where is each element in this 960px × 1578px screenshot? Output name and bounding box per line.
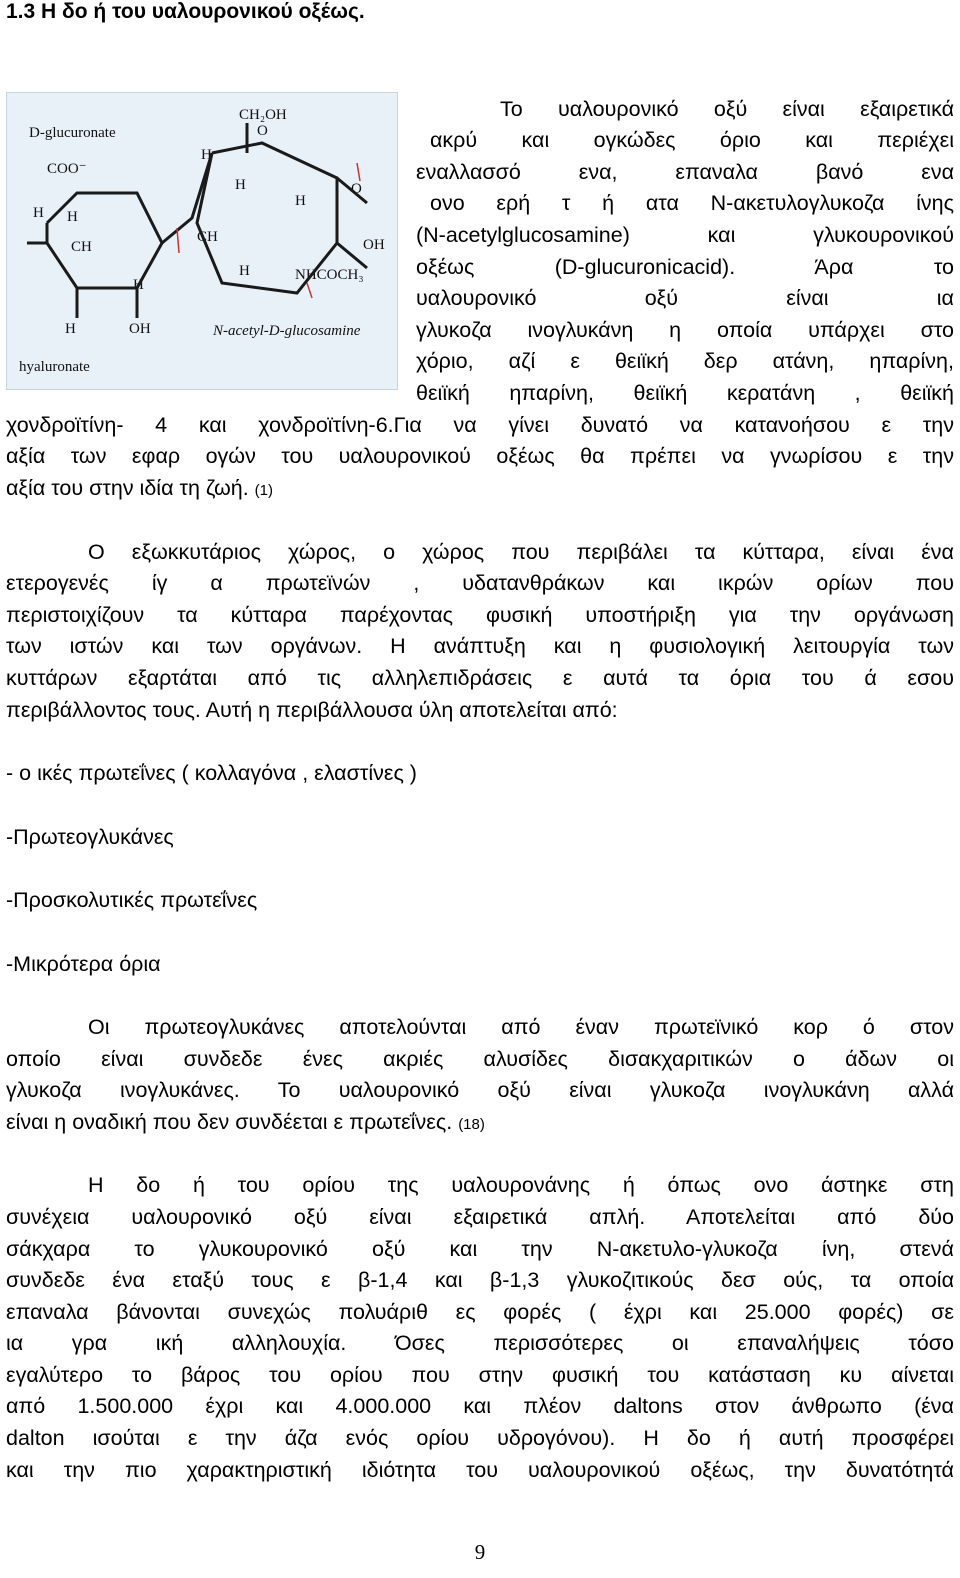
text-line: οξέως (D-glucuronicacid). Άρα το (416, 255, 954, 279)
text-line: ονο ερή τ ή ατα Ν-ακετυλογλυκοζα ίνης (430, 191, 954, 215)
section-heading: 1.3 Η δο ή του υαλουρονικού οξέως. (6, 0, 365, 23)
label-hyaluronate: hyaluronate (19, 359, 90, 375)
glucuronate-ring (47, 193, 162, 288)
page-number: 9 (474, 1540, 486, 1564)
text-line: ετερογενές ίγ α πρωτεϊνών , υδατανθράκων και ικρών ορίων που (6, 571, 954, 595)
text-line: Ο εξωκκυτάριος χώρος, ο χώρος που περιβάλει τα κύτταρα, είναι ένα (88, 540, 954, 564)
text-line: υαλουρονικό οξύ είναι ια (416, 286, 954, 310)
marker-2 (307, 283, 312, 298)
text-line: (N-acetylglucosamine) και γλυκουρονικού (416, 223, 954, 247)
label-h-7: H (295, 193, 306, 209)
marker-3 (357, 163, 360, 181)
citation: (1) (254, 482, 273, 499)
text-span: αξία του στην ιδία τη ζωή. (6, 476, 249, 500)
text-line-last: περιβάλλοντος τους. Αυτή η περιβάλλουσα ύλη αποτελείται από: (6, 698, 618, 722)
list-item: -Μικρότερα όρια (6, 952, 161, 976)
text-line: Οι πρωτεογλυκάνες αποτελούνται από έναν πρωτεϊνικό κορ ό στον (88, 1015, 954, 1039)
text-line: συνδεδε ένα εταξύ τους ε β-1,4 και β-1,3 γλυκοζιτικούς δεσ ούς, τα οποία (6, 1268, 954, 1292)
text-line: περιστοιχίζουν τα κύτταρα παρέχοντας φυσική υποστήριξη για την οργάνωση (6, 603, 954, 627)
text-line: και την πιο χαρακτηριστική ιδιότητα του υαλουρονικού οξέως, την δυνατότητά (6, 1458, 954, 1482)
label-oh-1: OH (129, 321, 151, 337)
text-line: εναλλασσό ενα, επαναλα βανό ενα (416, 160, 954, 184)
label-ch: CH (71, 239, 92, 255)
label-h-1: H (67, 209, 78, 225)
label-n-acetyl-d-glucosamine: N-acetyl-D-glucosamine (213, 323, 361, 339)
list-item: - ο ικές πρωτεΐνες ( κολλαγόνα , ελαστίνες ) (6, 761, 417, 785)
text-line: ια γρα ική αλληλουχία. Όσες περισσότερες οι επαναλήψεις τόσο (6, 1331, 954, 1355)
text-line: συνέχεια υαλουρονικό οξύ είναι εξαιρετικά απλή. Αποτελείται από δύο (6, 1205, 954, 1229)
text-line: επαναλα βάνονται συνεχώς πολυάριθ ες φορές ( έχρι και 25.000 φορές) σε (6, 1300, 954, 1324)
list-item: -Πρωτεογλυκάνες (6, 825, 174, 849)
text-line: Η δο ή του ορίου της υαλουρονάνης ή όπως ονο άστηκε στη (88, 1173, 954, 1197)
text-line: οποίο είναι συνδεδε ένες ακριές αλυσίδες δισακχαριτικών ο άδων οι (6, 1047, 954, 1071)
text-line: γλυκοζα ινογλυκάνη η οποία υπάρχει στο (416, 318, 954, 342)
text-line: κυττάρων εξαρτάται από τις αλληλεπιδράσεις ε αυτά τα όρια του ά εσου (6, 666, 954, 690)
label-o-2: O (351, 181, 362, 197)
text-line: εγαλύτερο το βάρος του ορίου που στην φυσική του κατάσταση κυ αίνεται (6, 1363, 954, 1387)
label-h-2: H (33, 205, 44, 221)
text-line-last (6, 473, 954, 503)
label-oh-2: OH (363, 237, 385, 253)
citation: (18) (458, 1116, 485, 1133)
text-line: ακρύ και ογκώδες όριο και περιέχει (430, 128, 954, 152)
text-line: γλυκοζα ινογλυκάνες. Το υαλουρονικό οξύ είναι γλυκοζα ινογλυκάνη αλλά (6, 1078, 954, 1102)
text-line: χονδροϊτίνη- 4 και χονδροϊτίνη-6.Για να γίνει δυνατό να κατανοήσου ε την (6, 413, 954, 437)
text-span: είναι η οναδική που δεν συνδέεται ε πρωτεΐνες. (6, 1110, 453, 1134)
label-h-6: H (235, 177, 246, 193)
marker-1 (177, 228, 179, 253)
text-line-last (6, 1107, 954, 1137)
label-coo: COO⁻ (47, 161, 87, 177)
glucosamine-ring (197, 143, 337, 293)
hyaluronate-structure-figure (6, 92, 398, 390)
text-line: των ιστών και των οργάνων. Η ανάπτυξη και η φυσιολογική λειτουργία των (6, 634, 954, 658)
list-item: -Προσκολυτικές πρωτεΐνες (6, 888, 258, 912)
label-ch-2: CH (197, 229, 218, 245)
text-line: σάκχαρα το γλυκουρονικό οξύ και την Ν-ακετυλο-γλυκοζα ίνη, στενά (6, 1237, 954, 1261)
text-line: χόριο, αζί ε θειϊκή δερ ατάνη, ηπαρίνη, (416, 349, 954, 373)
label-h-4: H (65, 321, 76, 337)
label-h-8: H (239, 263, 250, 279)
text-line: dalton ισούται ε την άζα ενός ορίου υδρογόνου). Η δο ή αυτή προσφέρει (6, 1426, 954, 1450)
label-o-1: O (257, 123, 268, 139)
text-line: θειϊκή ηπαρίνη, θειϊκή κερατάνη , θειϊκή (416, 381, 954, 405)
text-line: Το υαλουρονικό οξύ είναι εξαιρετικά (500, 97, 954, 121)
label-ch2oh: CH₂OH (239, 107, 287, 123)
label-nhcoch3: NHCOCH₃ (295, 267, 364, 283)
text-line: από 1.500.000 έχρι και 4.000.000 και πλέον daltons στον άνθρωπο (ένα (6, 1394, 954, 1418)
structure-diagram (7, 93, 397, 389)
label-h-3: H (133, 277, 144, 293)
label-h-5: H (201, 147, 212, 163)
label-d-glucuronate: D-glucuronate (29, 125, 116, 141)
text-line: αξία των εφαρ ογών του υαλουρονικού οξέως θα πρέπει να γνωρίσου ε την (6, 444, 954, 468)
